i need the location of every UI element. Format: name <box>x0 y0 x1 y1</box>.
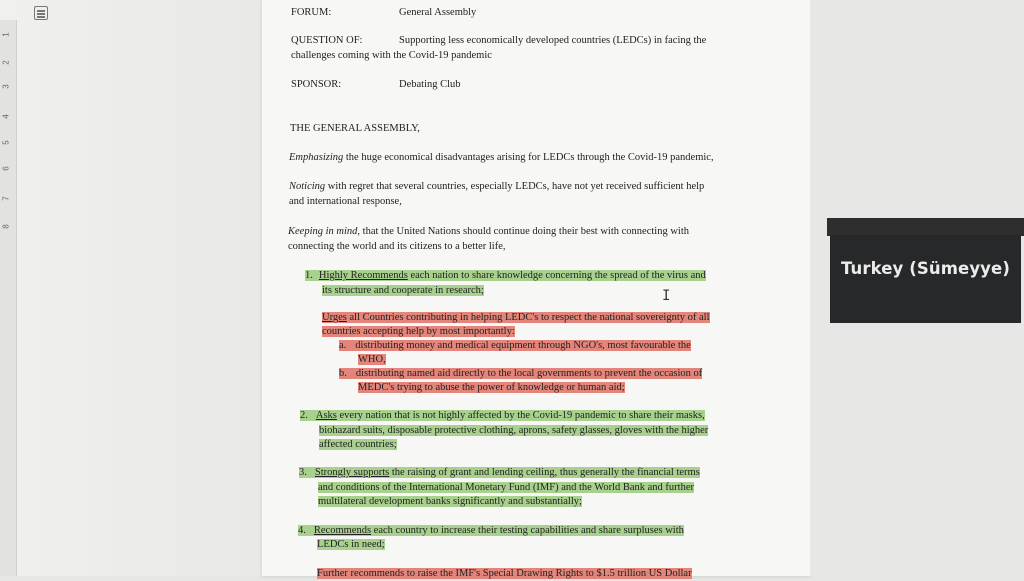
operative-clause-4 <box>298 523 684 538</box>
clause-text-continued <box>318 480 694 495</box>
clause-text-line: its structure and cooperate in research; <box>322 285 484 296</box>
clause-text-line: every nation that is not highly affected by the Covid-19 pandemic to share their masks, <box>336 410 705 421</box>
clause-text <box>316 410 705 421</box>
sub-clause-text: distributing money and medical equipment through NGO's, most favourable the <box>355 340 691 351</box>
participant-name: Turkey (Sümeyye) <box>841 259 1010 278</box>
clause-number: 3. <box>299 467 315 478</box>
clause-text-continued <box>319 437 397 452</box>
docs-left-sidebar <box>0 0 262 576</box>
clause-number: 1. <box>305 270 319 281</box>
sub-clause-marker: a. <box>339 340 355 351</box>
ruler-mark: 4 <box>1 114 11 119</box>
clause-lead: Urges <box>322 312 347 323</box>
vertical-ruler <box>0 20 17 576</box>
clause-text-line: multilateral development banks significantly and substantially; <box>318 496 582 507</box>
clause-text <box>322 312 710 323</box>
operative-clause-5-partial <box>317 566 692 581</box>
clause-text-line: each country to increase their testing capabilities and share surpluses with <box>371 525 684 536</box>
clause-text-line: countries accepting help by most importantly: <box>322 326 515 337</box>
sub-clause-b <box>339 366 702 381</box>
preambular-text: the huge economical disadvantages arising for LEDCs through the Covid-19 pandemic, <box>343 152 714 163</box>
clause-text-line: Further recommends to raise the IMF's Special Drawing Rights to $1.5 trillion US Dollar <box>317 568 692 579</box>
sub-clause-marker: b. <box>339 368 356 379</box>
preambular-clause <box>288 224 689 239</box>
ruler-mark: 3 <box>1 84 11 89</box>
clause-text-line: and conditions of the International Monetary Fund (IMF) and the World Bank and further <box>318 482 695 493</box>
operative-clause-3 <box>299 465 700 480</box>
document-outline-icon[interactable] <box>34 6 48 20</box>
preambular-clause <box>289 179 704 194</box>
ruler-mark: 7 <box>1 196 11 201</box>
sub-clause-text-continued <box>358 352 386 367</box>
clause-text <box>314 525 684 536</box>
clause-lead: Recommends <box>313 525 372 536</box>
forum-label: FORUM: <box>291 7 332 18</box>
sub-clause-a <box>339 338 691 353</box>
preambular-text-continued: and international response, <box>289 196 402 207</box>
clause-text-line: affected countries; <box>319 439 397 450</box>
clause-number: 2. <box>300 410 316 421</box>
ruler-mark: 1 <box>1 32 11 37</box>
clause-text-continued <box>319 423 708 438</box>
assembly-heading: THE GENERAL ASSEMBLY, <box>290 123 420 134</box>
preambular-text: with regret that several countries, especially LEDCs, have not yet received sufficient help <box>325 181 705 192</box>
clause-text-continued <box>322 324 515 339</box>
forum-value: General Assembly <box>399 7 477 18</box>
preambular-lead: Keeping in mind, <box>288 226 361 237</box>
ruler-mark: 2 <box>1 60 11 65</box>
clause-text-line: the raising of grant and lending ceiling, thus generally the financial terms <box>389 467 700 478</box>
sponsor-value: Debating Club <box>399 79 461 90</box>
preambular-lead: Noticing <box>289 181 326 192</box>
preambular-lead: Emphasizing <box>289 152 344 163</box>
clause-text-line: each nation to share knowledge concerning the spread of the virus and <box>407 270 706 281</box>
question-value-continued: challenges coming with the Covid-19 pandemic <box>291 50 492 61</box>
clause-lead: Highly Recommends <box>318 270 408 281</box>
ruler-mark: 8 <box>1 224 11 229</box>
operative-clause-2 <box>300 408 705 423</box>
operative-clause-urges <box>322 310 710 325</box>
clause-text <box>315 467 700 478</box>
question-label: QUESTION OF: <box>291 35 363 46</box>
preambular-clause <box>289 150 714 165</box>
preambular-text-continued: connecting the world and its citizens to a better life, <box>288 241 506 252</box>
video-tile-strip <box>827 218 1024 236</box>
clause-text-line: biohazard suits, disposable protective clothing, aprons, safety glasses, gloves with the higher <box>319 425 709 436</box>
operative-clause-1 <box>305 268 706 283</box>
clause-text-line: LEDCs in need; <box>317 539 385 550</box>
sub-clause-text-continued <box>358 380 625 395</box>
ruler-mark: 6 <box>1 166 11 171</box>
clause-text-line: all Countries contributing in helping LEDC's to respect the national sovereignty of all <box>346 312 710 323</box>
sub-clause-text: MEDC's trying to abuse the power of knowledge or human aid; <box>358 382 625 393</box>
question-value: Supporting less economically developed countries (LEDCs) in facing the <box>399 35 707 46</box>
sponsor-label: SPONSOR: <box>291 79 342 90</box>
clause-text <box>319 270 706 281</box>
clause-lead: Strongly supports <box>314 467 390 478</box>
clause-lead: Asks <box>315 410 337 421</box>
clause-text-continued <box>318 494 582 509</box>
ruler-mark: 5 <box>1 140 11 145</box>
text-cursor-icon: I <box>662 288 671 304</box>
preambular-text: that the United Nations should continue doing their best with connecting with <box>360 226 689 237</box>
clause-text-continued <box>322 283 484 298</box>
clause-number: 4. <box>298 525 314 536</box>
sub-clause-text: WHO, <box>358 354 386 365</box>
sub-clause-text: distributing named aid directly to the local governments to prevent the occasion of <box>355 368 703 379</box>
clause-text-continued <box>317 537 385 552</box>
participant-tile[interactable] <box>830 235 1021 323</box>
